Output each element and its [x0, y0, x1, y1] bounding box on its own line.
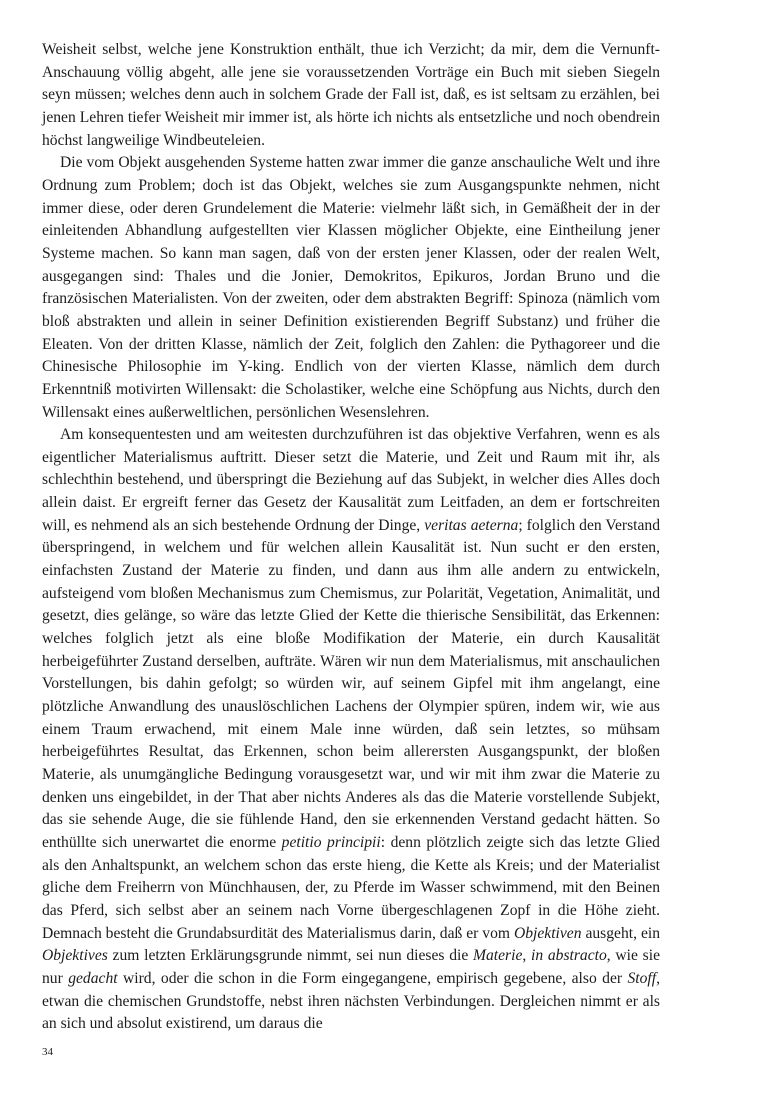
text-run: ausgeht, ein: [585, 924, 660, 942]
italic-objektives: Objektives: [42, 947, 108, 965]
text-run: wird, oder die schon in die Form eingegangene, empirisch gegebene, also der: [123, 969, 623, 987]
text-run: zum letzten Erklärungsgrunde nimmt, sei nun dieses die: [112, 947, 469, 965]
text-run: , etwan die chemischen Grundstoffe, nebst ihren nächsten Verbindungen. Dergleichen nimmt er als an sich und absolut existirend, um daraus die: [42, 969, 660, 1033]
page-body: [42, 39, 660, 1036]
italic-veritas-aeterna: veritas aeterna: [424, 516, 519, 534]
italic-stoff: Stoff: [627, 969, 657, 987]
italic-objektiven: Objektiven: [513, 924, 582, 942]
text-run: , wie sie nur: [42, 947, 660, 987]
italic-gedacht: gedacht: [68, 969, 118, 987]
paragraph-2: Die vom Objekt ausgehenden Systeme hatten zwar immer die ganze anschauliche Welt und ihre Ordnung zum Problem; doch ist das Objekt, welches sie zum Ausgangspunkte nehmen, nicht immer diese, oder deren Grundelement die Materie: vielmehr läßt sich, in Gemäßheit der in der einleitenden Abhandlung aufgestellten vier Klassen möglicher Objekte, eine Eintheilung jener Systeme machen. So kann man sagen, daß von der ersten jener Klassen, oder der realen Welt, ausgegangen sind: Thales und die Jonier, Demokritos, Epikuros, Jordan Bruno und die französischen Materialisten. Von der zweiten, oder dem abstrakten Begriff: Spinoza (nämlich vom bloß abstrakten und allein in seiner Definition existierenden Begriff Substanz) und früher die Eleaten. Von der dritten Klasse, nämlich der Zeit, folglich den Zahlen: die Pythagoreer und die Chinesische Philosophie im Y-king. Endlich von der vierten Klasse, nämlich dem durch Erkenntniß motivirten Willensakt: die Scholastiker, welche eine Schöpfung aus Nichts, durch den Willensakt eines außerweltlichen, persönlichen Wesenslehren.: [42, 154, 660, 421]
text-run: ; folglich den Verstand überspringend, in welchem und für welchen allein Kausalität ist. Nun sucht er den ersten, einfachsten Zustand der Materie zu finden, und dann aus ihm alle andern zu entwickeln, aufsteigend vom bloßen Mechanismus zum Chemismus, zur Polarität, Vegetation, Animalität, und gesetzt, dies gelänge, so wäre das letzte Glied der Kette die thierische Sensibilität, das Erkennen: welches folglich jetzt als eine bloße Modifikation der Materie, ein durch Kausalität herbeigeführter Zustand derselben, aufträte. Wären wir nun dem Materialismus, mit anschaulichen Vorstellungen, bis dahin gefolgt; so würden wir, auf seinem Gipfel mit ihm angelangt, eine plötzliche Anwandlung des unauslöschlichen Lachens der Olympier spüren, indem wir, wie aus einem Traum erwachend, mit einem Male inne würden, daß sein letztes, so mühsam herbeigeführtes Resultat, das Erkennen, schon beim allerersten Ausgangspunkt, der bloßen Materie, als unumgängliche Bedingung vorausgesetzt war, und wir mit ihm zwar die Materie zu denken uns eingebildet, in der That aber nichts Anderes als das die Materie vorstellende Subjekt, das sie sehende Auge, die sie fühlende Hand, den sie erkennenden Verstand gedacht hätten. So enthüllte sich unerwartet die enorme: [42, 516, 660, 851]
text-run: : denn plötzlich zeigte sich das letzte Glied als den Anhaltspunkt, an welchem schon das erste hieng, die Kette als Kreis; und der Materialist gliche dem Freiherrn von Münchhausen, der, zu Pferde im Wasser schwimmend, mit den Beinen das Pferd, sich selbst aber an seinem nach Vorne übergeschlagenen Zopf in die Höhe zieht. Demnach besteht die Grundabsurdität des Materialismus darin, daß er vom: [42, 833, 660, 942]
paragraph-3: [42, 424, 660, 1036]
page-number: 34: [42, 1046, 53, 1058]
text-run: Am konsequentesten und am weitesten durchzuführen ist das objektive Verfahren, wenn es als eigentlicher Materialismus auftritt. Dieser setzt die Materie, und Zeit und Raum mit ihr, als schlechthin bestehend, und überspringt die Beziehung auf das Subjekt, in welcher dies Alles doch allein daist. Er ergreift ferner das Gesetz der Kausalität zum Leitfaden, an dem er fortschreiten will, es nehmend als an sich bestehende Ordnung der Dinge,: [42, 426, 660, 534]
paragraph-1: Weisheit selbst, welche jene Konstruktion enthält, thue ich Verzicht; da mir, dem die Vernunft-Anschauung völlig abgeht, alle jene sie voraussetzenden Vorträge ein Buch mit sieben Siegeln seyn müssen; welches denn auch in solchem Grade der Fall ist, daß, es ist seltsam zu erzählen, bei jenen Lehren tiefer Weisheit mir immer ist, als hörte ich nichts als entsetzliche und noch obendrein höchst langweilige Windbeuteleien.: [42, 41, 660, 149]
italic-petitio-principii: petitio principii: [281, 833, 381, 851]
italic-materie: Materie: [473, 947, 523, 965]
text-run: ,: [522, 947, 527, 965]
italic-in-abstracto: in abstracto: [531, 947, 607, 965]
